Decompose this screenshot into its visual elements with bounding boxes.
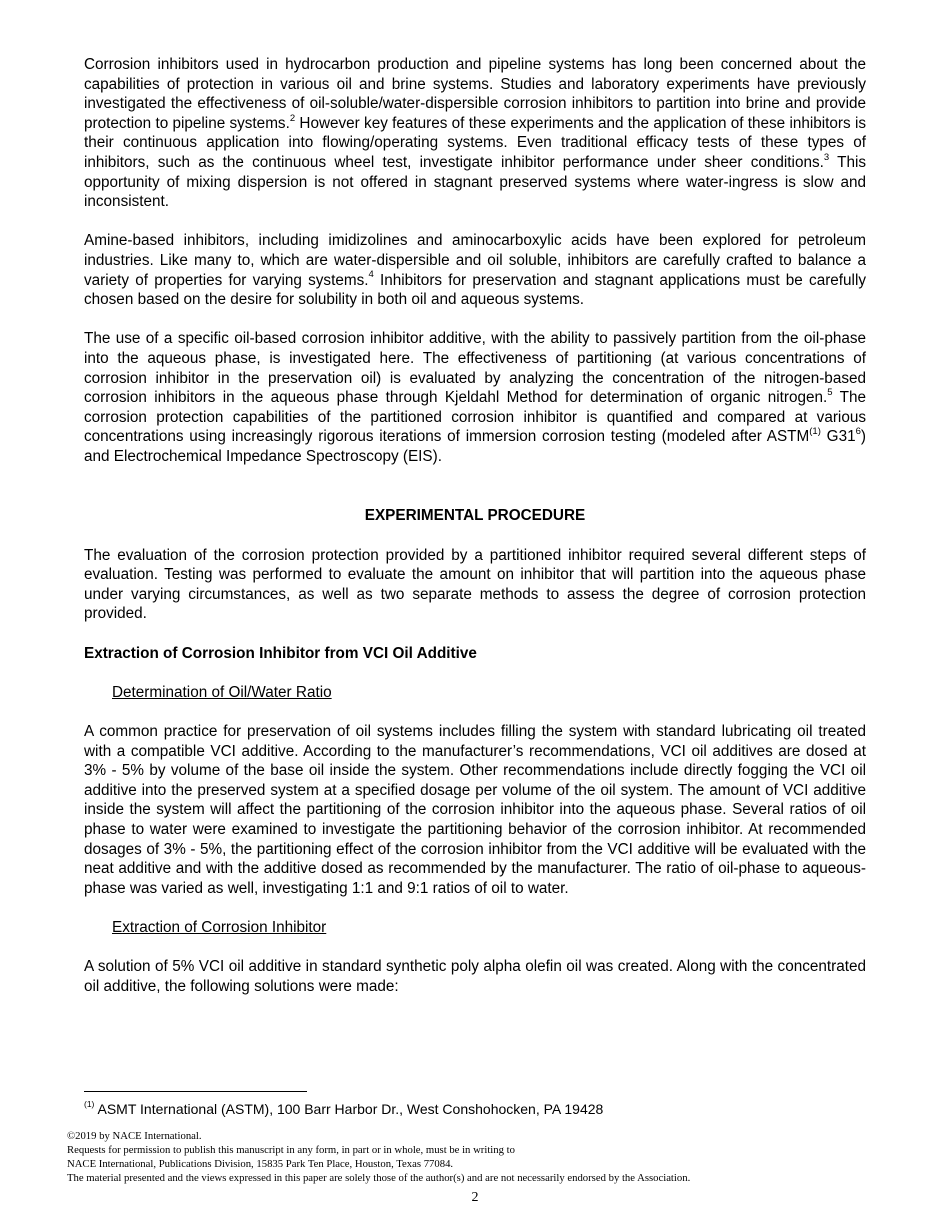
footnote-mark: (1) [84,1099,95,1110]
paragraph-extraction: A solution of 5% VCI oil additive in standard synthetic poly alpha olefin oil was created. Along with the concentrated oil additive, the following solutions were made: [84,958,866,995]
paragraph-experimental-intro: The evaluation of the corrosion protection provided by a partitioned inhibitor required several different steps of evaluation. Testing was performed to evaluate the amount on inhibitor that will partition into the aqueous phase under varying circumstances, as well as two separate methods to assess the degree of corrosion protection provided. [84,546,866,623]
subsubsection-heading-ratio: Determination of Oil/Water Ratio [112,683,332,701]
paragraph-intro-1: Corrosion inhibitors used in hydrocarbon production and pipeline systems has long been concerned about the capabilities of protection in various oil and brine systems. Studies and laboratory experiments have previously investigated the effectiveness of oil-soluble/water-dispersible corrosion inhibitors to partition into brine and provide protection to pipeline systems.$^2$ However key features of these experiments and the application of these inhibitors is their continuous application into flowing/operating systems. Even traditional efficacy tests of these types of inhibitors, such as the continuous wheel test, investigate inhibitor performance under sheer conditions.$^3$ This opportunity of mixing dispersion is not offered in stagnant preserved systems where water-ingress is slow and inconsistent. [84,56,867,211]
citation-ref: 6 [855,426,861,438]
paragraph-intro-3: The use of a specific oil-based corrosion inhibitor additive, with the ability to passively partition from the oil-phase into the aqueous phase, is investigated here. The effectiveness of partitioning (at various concentrations of corrosion inhibitor in the preservation oil) is evaluated by analyzing the concentration of the nitrogen-based corrosion inhibitors in the aqueous phase through Kjeldahl Method for determination of organic nitrogen.$^5$ The corrosion protection capabilities of the partitioned corrosion inhibitor is quantified and compared at various concentrations using increasingly rigorous iterations of immersion corrosion testing (modeled after ASTM$^{(1)}$ $G31^6$) and Electrochemical Impedance Spectroscopy (EIS). [84,330,866,465]
footnote-ref: (1) [809,426,821,438]
paragraph-intro-2: Amine-based inhibitors, including imidizolines and aminocarboxylic acids have been explored for petroleum industries. Like many to, which are water-dispersible and oil soluble, inhibitors are carefully crafted to balance a variety of properties for varying systems.$^4$ Inhibitors for preservation and stagnant applications must be carefully chosen based on the desire for solubility in both oil and aqueous systems. [84,232,866,309]
copyright-notice: ©2019 by NACE International. Requests for permission to publish this manuscript in any form, in part or in whole, must be in writing to NACE International, Publications Division, 15835 Park Ten Place, Houston, Texas 77084. The material presented and the views expressed in this paper are solely those of the author(s) and are not necessarily endorsed by the Association. [67,1130,691,1184]
subsection-heading-extraction: Extraction of Corrosion Inhibitor from VCI Oil Additive [84,644,477,662]
citation-ref: 2 [289,112,296,124]
citation-ref: 3 [823,151,830,163]
section-heading-experimental: EXPERIMENTAL PROCEDURE [364,507,586,525]
subsubsection-heading-extraction: Extraction of Corrosion Inhibitor [112,918,327,936]
citation-ref: 5 [827,387,833,398]
paragraph-oil-water-ratio: A common practice for preservation of oil systems includes filling the system with standard lubricating oil treated with a compatible VCI additive. According to the manufacturer’s recommendations, VCI oil additives are dosed at 3% - 5% by volume of the base oil inside the system. Other recommendations include directly fogging the VCI oil additive into the preserved system at a specified dosage per volume of the oil system. The amount of VCI additive inside the system will affect the partitioning of the corrosion inhibitor into the aqueous phase. Several ratios of oil phase to water were examined to investigate the partitioning behavior of the corrosion inhibitor. At recommended dosages of 3% - 5%, the partitioning effect of the corrosion inhibitor from the VCI additive will be evaluated with the neat additive and with the additive dosed as recommended by the manufacturer. The ratio of oil-phase to aqueous-phase was varied as well, investigating 1:1 and 9:1 ratios of oil to water. [84,723,866,897]
page-body [84,55,866,1016]
footnote-divider [84,1091,307,1092]
footnote: $^{(1)}$ ASMT International (ASTM), 100 Barr Harbor Dr., West Conshohocken, PA 19428 [84,1099,604,1117]
citation-ref: 4 [368,269,374,281]
page-number: 2 [471,1190,479,1205]
